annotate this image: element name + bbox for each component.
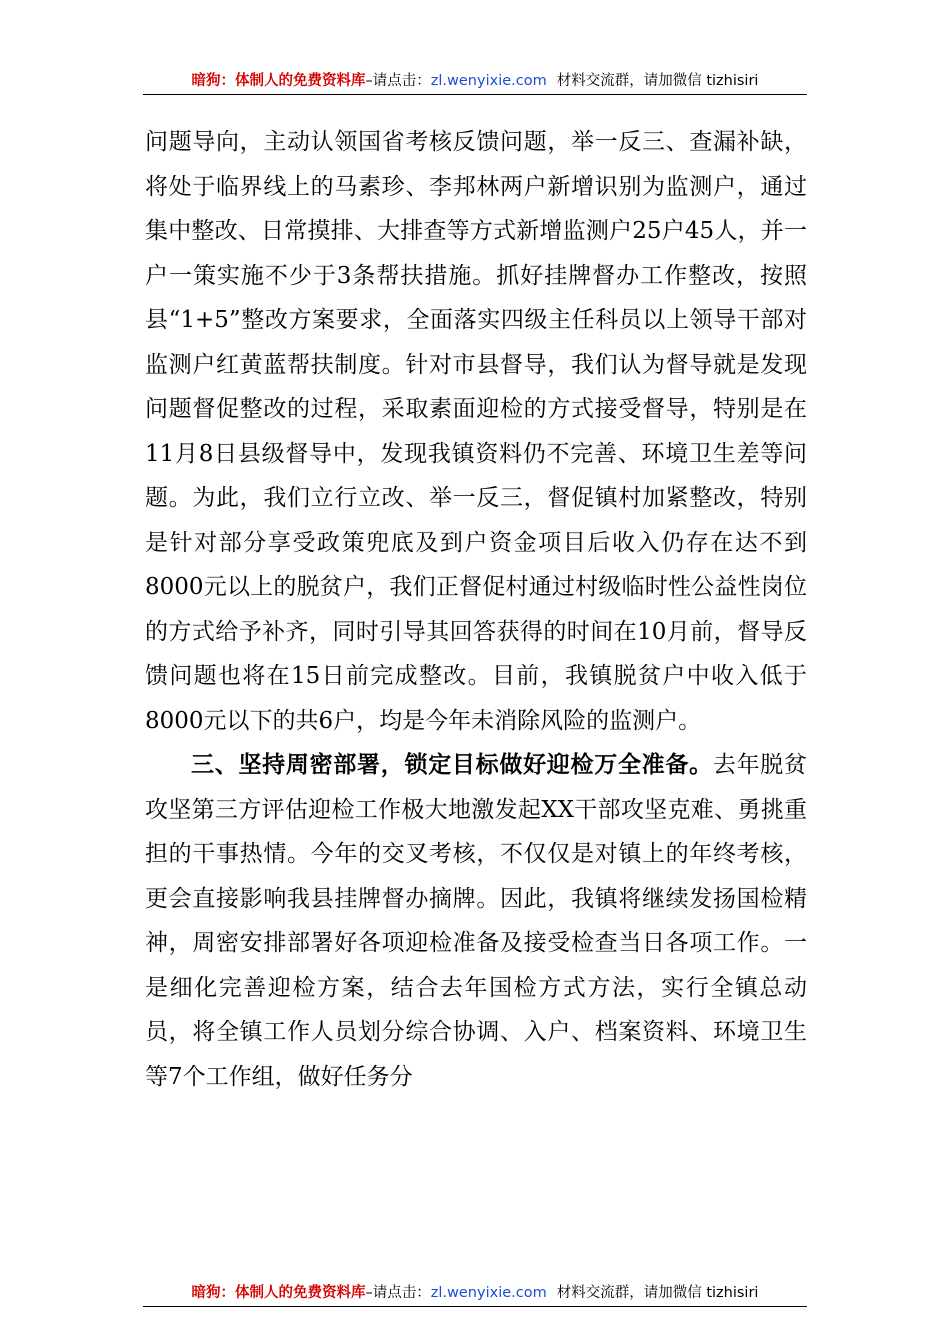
- header-banner: [143, 68, 807, 95]
- document-body: [145, 120, 807, 1099]
- banner-contact: 材料交流群，请加微信 tizhisiri: [556, 73, 759, 89]
- footer-banner: [143, 1280, 807, 1307]
- banner-brand: 暗狗：体制人的免费资料库: [191, 73, 366, 89]
- banner-click-prefix: –请点击：: [365, 1285, 431, 1301]
- banner-url-link[interactable]: zl.wenyixie.com: [430, 1285, 547, 1301]
- banner-brand: 暗狗：体制人的免费资料库: [191, 1285, 366, 1301]
- paragraph-section-three: [145, 743, 807, 1099]
- banner-contact: 材料交流群，请加微信 tizhisiri: [556, 1285, 759, 1301]
- section-text: 去年脱贫攻坚第三方评估迎检工作极大地激发起XX干部攻坚克难、勇挑重担的干事热情。今年的交叉考核，不仅仅是对镇上的年终考核，更会直接影响我县挂牌督办摘牌。因此，我镇将继续发扬国检精神，周密安排部署好各项迎检准备及接受检查当日各项工作。一是细化完善迎检方案，结合去年国检方式方法，实行全镇总动员，将全镇工作人员划分综合协调、入户、档案资料、环境卫生等7个工作组，做好任务分: [145, 752, 808, 1090]
- section-heading: 三、坚持周密部署，锁定目标做好迎检万全准备。: [191, 751, 713, 778]
- banner-click-prefix: –请点击：: [365, 73, 431, 89]
- banner-url-link[interactable]: zl.wenyixie.com: [430, 73, 547, 89]
- paragraph-continued: 问题导向，主动认领国省考核反馈问题，举一反三、查漏补缺，将处于临界线上的马素珍、李邦林两户新增识别为监测户，通过集中整改、日常摸排、大排查等方式新增监测户25户45人，并一户一策实施不少于3条帮扶措施。抓好挂牌督办工作整改，按照县“1+5”整改方案要求，全面落实四级主任科员以上领导干部对监测户红黄蓝帮扶制度。针对市县督导，我们认为督导就是发现问题督促整改的过程，采取素面迎检的方式接受督导，特别是在11月8日县级督导中，发现我镇资料仍不完善、环境卫生差等问题。为此，我们立行立改、举一反三，督促镇村加紧整改，特别是针对部分享受政策兜底及到户资金项目后收入仍存在达不到8000元以上的脱贫户，我们正督促村通过村级临时性公益性岗位的方式给予补齐，同时引导其回答获得的时间在10月前，督导反馈问题也将在15日前完成整改。目前，我镇脱贫户中收入低于8000元以下的共6户，均是今年未消除风险的监测户。: [145, 129, 807, 734]
